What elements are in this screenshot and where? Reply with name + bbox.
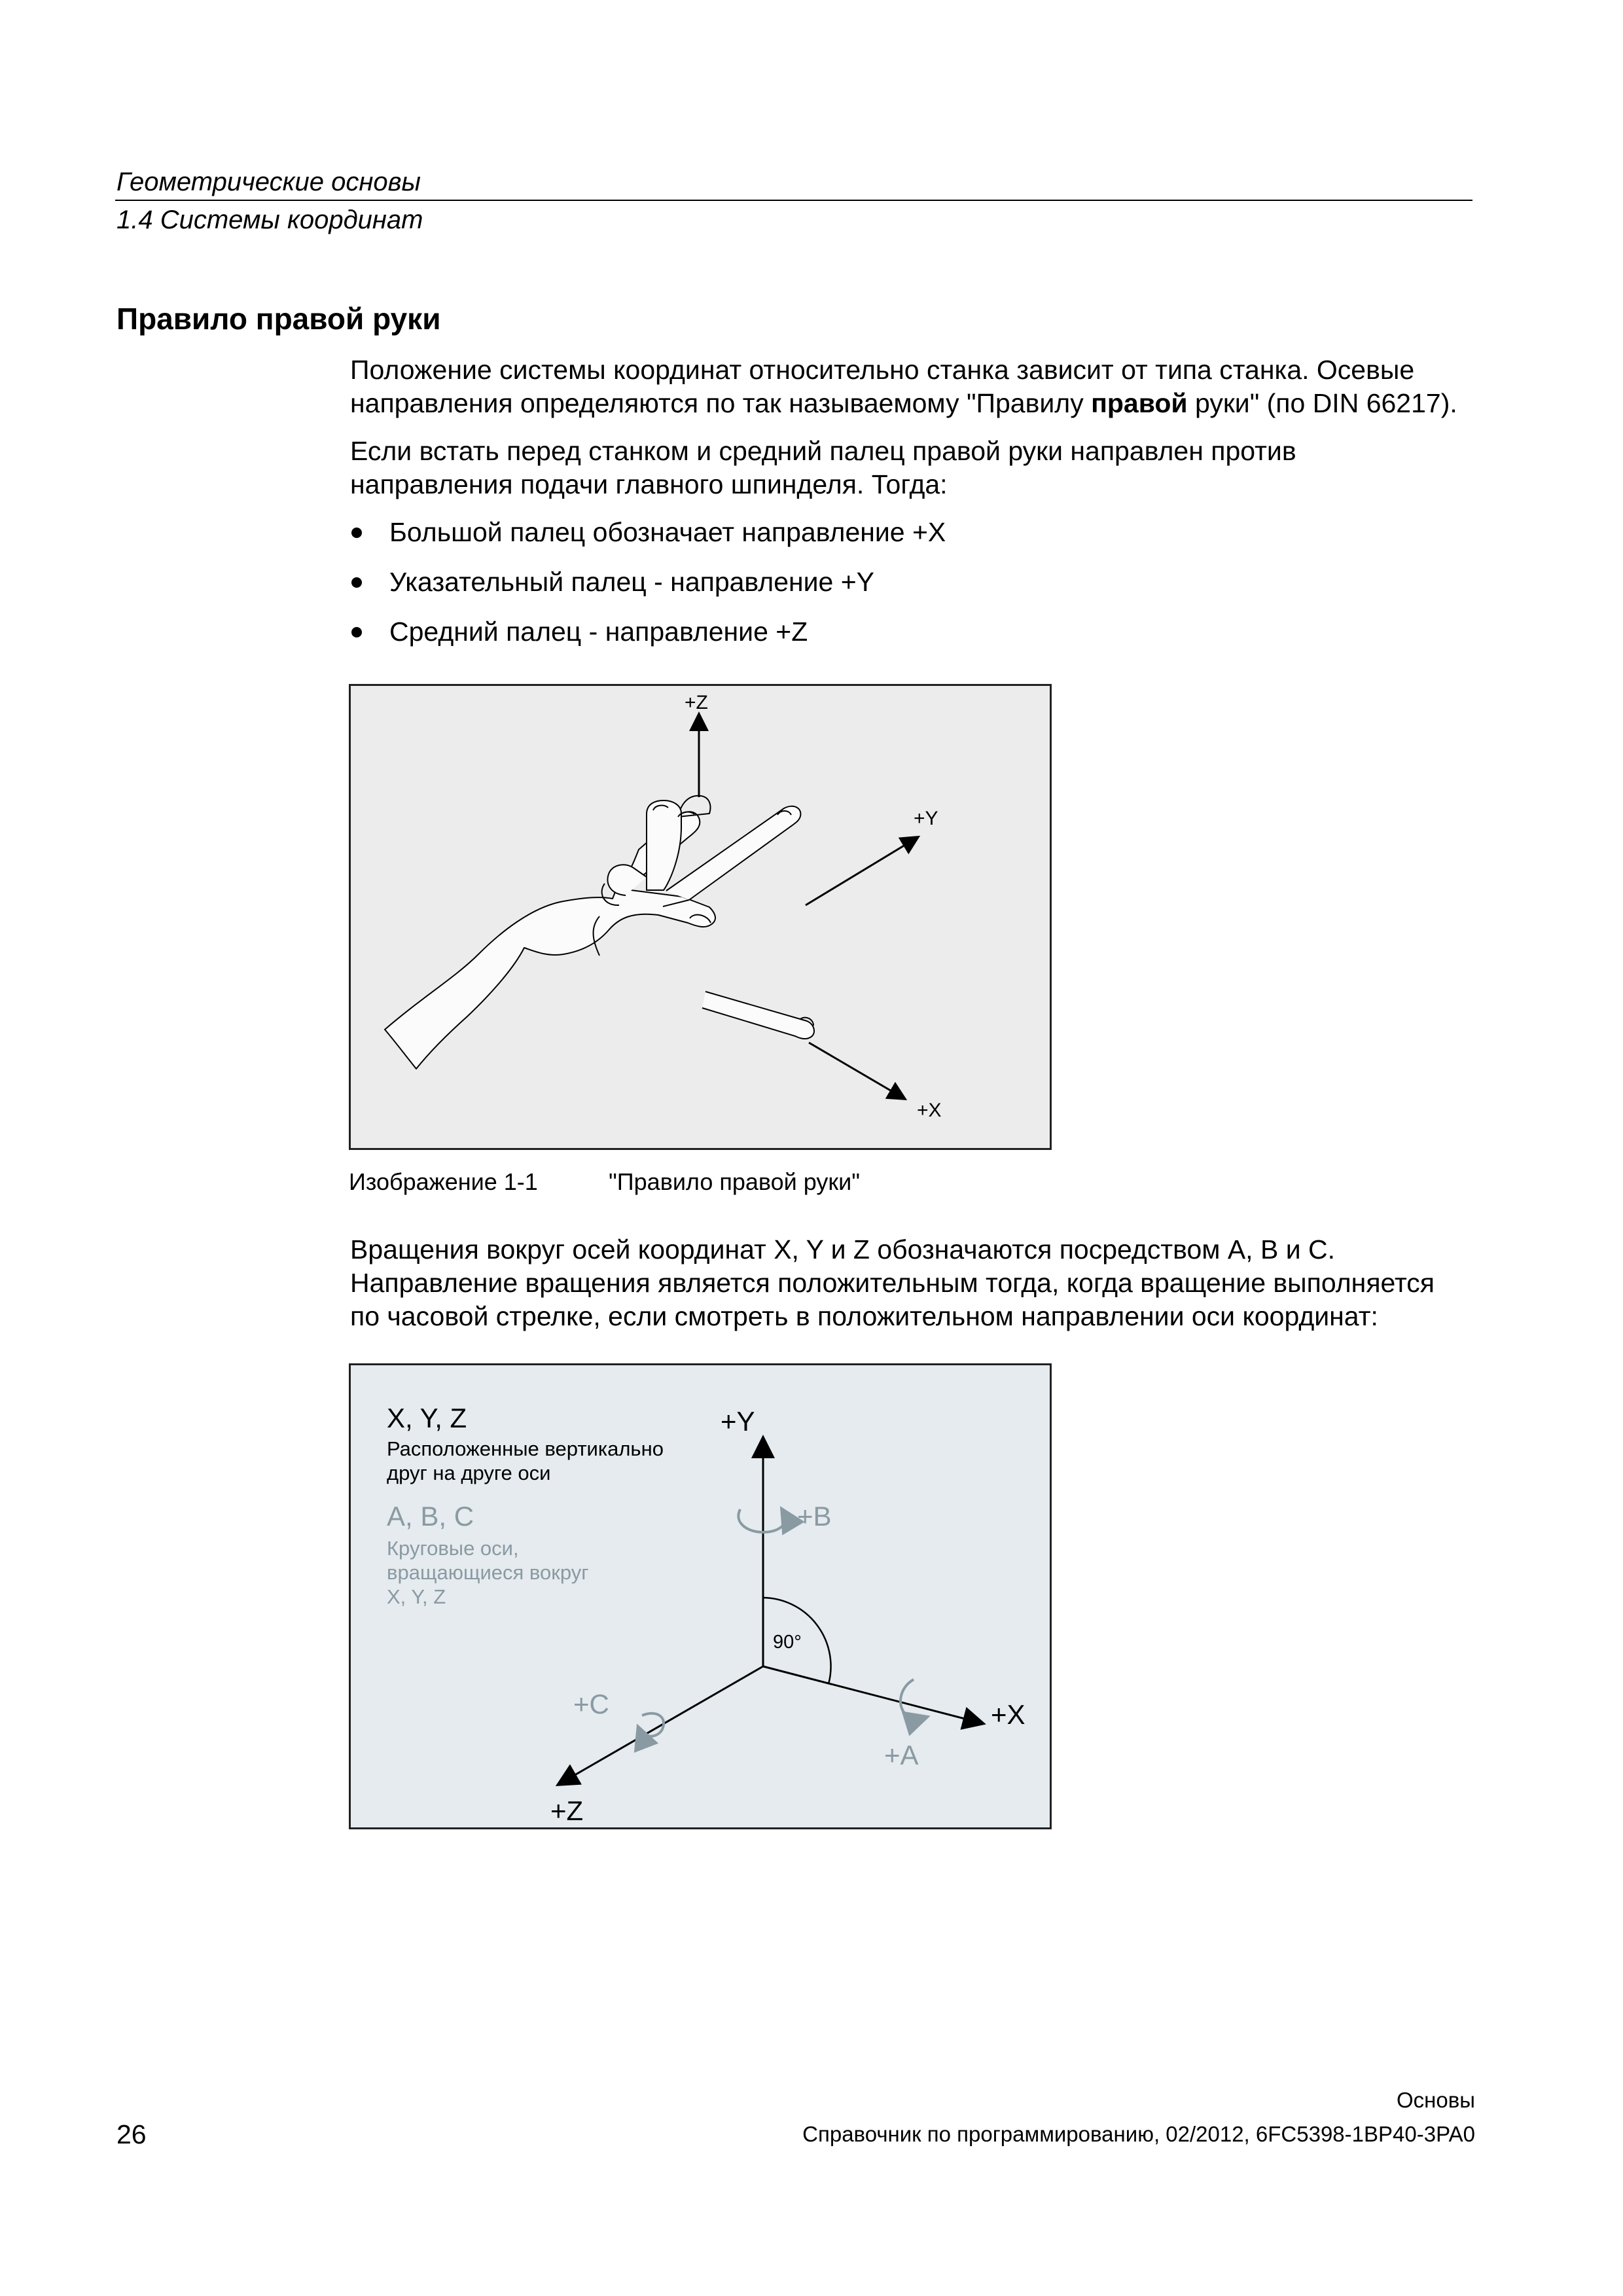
legend-rotary-desc-1: Круговые оси, [387,1537,519,1560]
paragraph-2-line-2: направления подачи главного шпинделя. Тогда: [350,469,948,499]
x-axis-label: +X [991,1699,1026,1730]
paragraph-1-text: направления определяются по так называемому "Правилу [350,388,1092,418]
running-header-section: 1.4 Системы координат [116,206,423,234]
bullet-item-1: Большой палец обозначает направление +X [389,517,946,547]
legend-linear-title: X, Y, Z [387,1403,467,1433]
x-axis-arrow [763,1666,982,1723]
paragraph-1-text-end: руки" (по DIN 66217). [1187,388,1457,418]
paragraph-3 [350,1233,1502,1333]
footer-book-title: Основы [1397,2088,1475,2112]
legend-rotary-title: A, B, C [387,1501,474,1532]
legend-linear-desc-1: Расположенные вертикально [387,1437,664,1460]
finger-join [663,900,689,906]
c-rotation-label: +C [573,1689,609,1719]
paragraph-1-line-2 [350,387,1502,420]
angle-label: 90° [773,1632,802,1653]
a-rotation-label: +A [884,1740,919,1770]
bullet-icon [351,577,362,588]
paragraph-1-emphasis: правой [1091,388,1188,418]
z-axis-arrow [559,1666,763,1784]
bullet-icon [351,528,362,538]
header-divider [115,200,1472,201]
b-rotation-label: +B [797,1501,832,1532]
section-title: Правило правой руки [116,302,441,336]
hand-fingers-overlay [349,684,1048,1146]
legend-rotary-desc-3: X, Y, Z [387,1585,446,1608]
figure-1-caption-number: Изображение 1-1 [349,1168,538,1195]
thumb [702,992,814,1039]
paragraph-3-line-3: по часовой стрелке, если смотреть в положительном направлении оси координат: [350,1301,1378,1331]
paragraph-2 [350,435,1502,501]
paragraph-1-line-1: Положение системы координат относительно станка зависит от типа станка. Осевые [350,355,1415,385]
y-axis-label: +Y [721,1406,755,1437]
bullet-icon [351,627,362,637]
legend-linear-desc-2: друг на друге оси [387,1462,551,1484]
paragraph-3-line-1: Вращения вокруг осей координат X, Y и Z обозначаются посредством A, B и C. [350,1234,1335,1265]
axes-diagram [351,1365,1050,1827]
y-axis-label: +Y [914,808,938,829]
paragraph-1 [350,353,1502,420]
footer-reference: Справочник по программированию, 02/2012, 6FC5398-1BP40-3PA0 [802,2122,1475,2146]
x-axis-label: +X [917,1100,942,1121]
running-header-chapter: Геометрические основы [116,168,421,196]
b-rotation-arrow [738,1509,785,1532]
figure-1-caption-title: "Правило правой руки" [609,1168,861,1195]
legend-rotary-desc-2: вращающиеся вокруг [387,1561,589,1584]
page-number: 26 [116,2119,147,2149]
z-axis-label: +Z [685,692,708,713]
z-axis-label: +Z [550,1795,584,1826]
paragraph-3-line-2: Направление вращения является положительным тогда, когда вращение выполняется [350,1268,1435,1298]
bullet-item-2: Указательный палец - направление +Y [389,567,875,597]
paragraph-2-line-1: Если встать перед станком и средний палец правой руки направлен против [350,436,1296,466]
a-rotation-arrow [901,1679,925,1719]
bullet-item-3: Средний палец - направление +Z [389,617,808,647]
figure-axes-rotation [349,1363,1052,1829]
index-finger [666,806,800,900]
